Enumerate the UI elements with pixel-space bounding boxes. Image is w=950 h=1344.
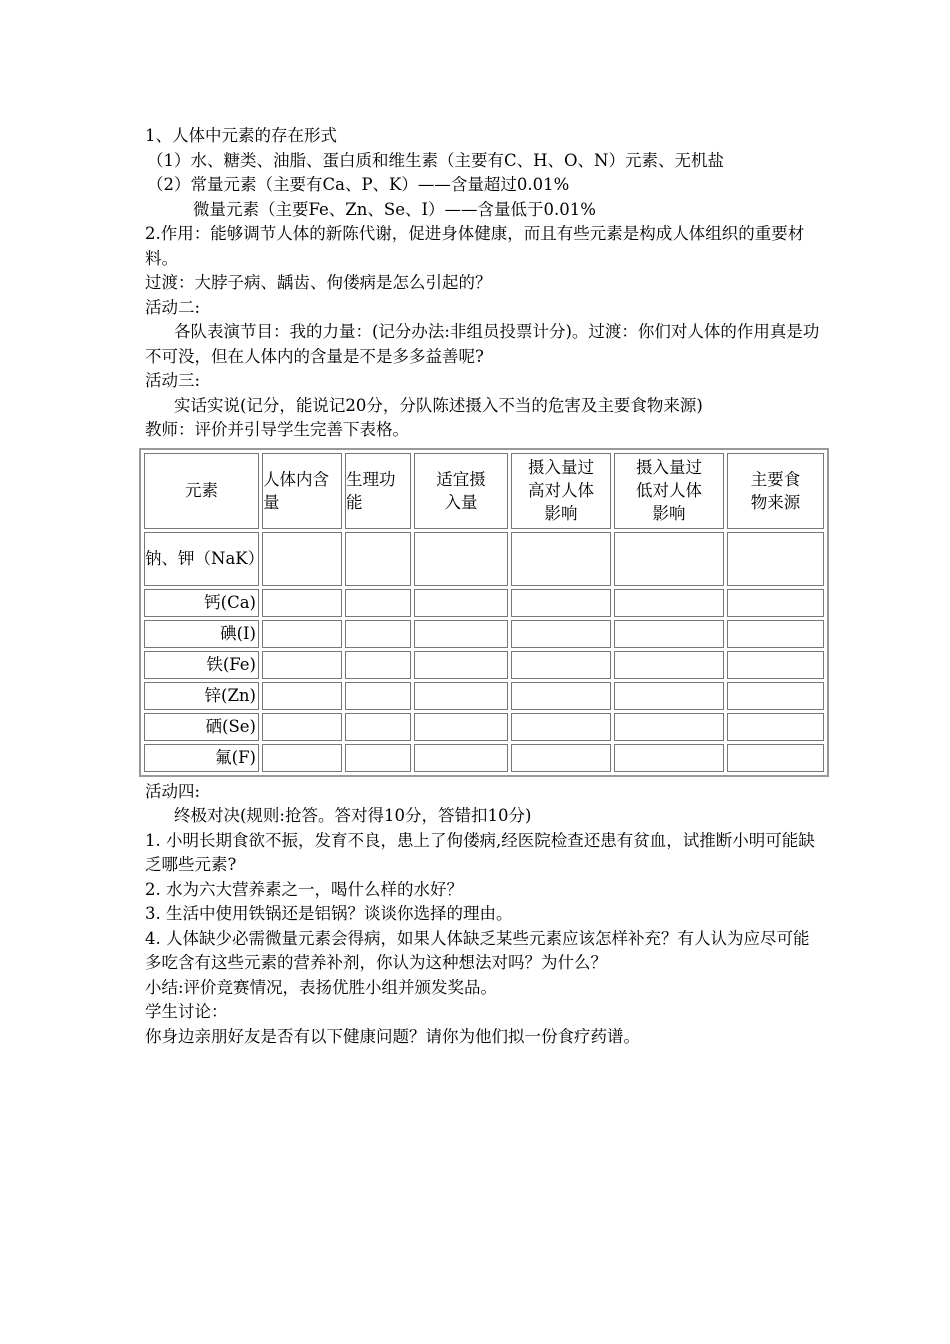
element-table bbox=[139, 448, 829, 777]
blank-cell bbox=[511, 713, 611, 741]
paragraph-activity2: 各队表演节目：我的力量：(记分办法:非组员投票计分)。过渡：你们对人体的作用真是功不可没，但在人体内的含量是不是多多益善呢? bbox=[145, 322, 820, 366]
blank-cell bbox=[262, 682, 342, 710]
blank-cell bbox=[614, 744, 724, 772]
blank-cell bbox=[414, 744, 508, 772]
table-row bbox=[144, 682, 824, 710]
blank-cell bbox=[414, 532, 508, 586]
table-row bbox=[144, 589, 824, 617]
blank-cell bbox=[345, 620, 411, 648]
blank-cell bbox=[345, 651, 411, 679]
header-text: 适宜摄入量 bbox=[436, 469, 486, 512]
question-2: 2. 水为六大营养素之一，喝什么样的水好？ bbox=[145, 879, 463, 899]
text-line: 教师：评价并引导学生完善下表格。 bbox=[145, 420, 409, 439]
element-cell: 硒(Se) bbox=[144, 713, 259, 741]
element-cell: 铁(Fe) bbox=[144, 651, 259, 679]
blank-cell bbox=[727, 532, 824, 586]
blank-cell bbox=[345, 589, 411, 617]
text-line: （1）水、糖类、油脂、蛋白质和维生素（主要有C、H、O、N）元素、无机盐 bbox=[147, 150, 724, 170]
summary-line: 小结:评价竞赛情况，表扬优胜小组并颁发奖品。 bbox=[145, 977, 498, 997]
blank-cell bbox=[511, 682, 611, 710]
blank-cell bbox=[262, 713, 342, 741]
text-line: 实话实说(记分，能说记20分，分队陈述摄入不当的危害及主要食物来源) bbox=[174, 395, 703, 415]
element-cell: 锌(Zn) bbox=[144, 682, 259, 710]
question-3: 3. 生活中使用铁锅还是铝锅？谈谈你选择的理由。 bbox=[145, 904, 513, 923]
blank-cell bbox=[345, 744, 411, 772]
blank-cell bbox=[727, 682, 824, 710]
blank-cell bbox=[511, 744, 611, 772]
blank-cell bbox=[345, 532, 411, 586]
blank-cell bbox=[511, 532, 611, 586]
question-1: 1. 小明长期食欲不振，发育不良，患上了佝偻病,经医院检查还患有贫血，试推断小明可能缺乏哪些元素? bbox=[145, 830, 815, 874]
paragraph-function: 2.作用：能够调节人体的新陈代谢，促进身体健康，而且有些元素是构成人体组织的重要材料。 bbox=[145, 224, 805, 268]
blank-cell bbox=[414, 589, 508, 617]
section-heading-1: 1、人体中元素的存在形式 bbox=[145, 126, 337, 145]
blank-cell bbox=[614, 620, 724, 648]
activity-heading: 活动四: bbox=[145, 781, 201, 801]
blank-cell bbox=[262, 620, 342, 648]
table-row bbox=[144, 744, 824, 772]
header-text: 摄入量过低对人体影响 bbox=[636, 458, 702, 523]
element-cell: 钙(Ca) bbox=[144, 589, 259, 617]
activity-heading: 活动二: bbox=[145, 297, 201, 317]
header-cell: 人体内含量 bbox=[262, 453, 342, 529]
table-row bbox=[144, 713, 824, 741]
element-cell: 钠、钾（NaK） bbox=[144, 532, 259, 586]
activity-heading: 活动三: bbox=[145, 371, 201, 390]
blank-cell bbox=[414, 651, 508, 679]
header-text: 主要食物来源 bbox=[750, 469, 801, 512]
blank-cell bbox=[262, 651, 342, 679]
blank-cell bbox=[727, 589, 824, 617]
header-cell bbox=[614, 453, 724, 529]
blank-cell bbox=[345, 713, 411, 741]
element-cell: 碘(I) bbox=[144, 620, 259, 648]
blank-cell bbox=[262, 744, 342, 772]
text-line: 终极对决(规则:抢答。答对得10分，答错扣10分) bbox=[174, 806, 532, 825]
header-cell bbox=[414, 453, 508, 529]
header-cell: 生理功能 bbox=[345, 453, 411, 529]
text-line: 微量元素（主要Fe、Zn、Se、I）——含量低于0.01% bbox=[193, 199, 596, 219]
table-row bbox=[144, 620, 824, 648]
blank-cell bbox=[614, 682, 724, 710]
blank-cell bbox=[511, 620, 611, 648]
blank-cell bbox=[262, 589, 342, 617]
blank-cell bbox=[727, 620, 824, 648]
blank-cell bbox=[727, 651, 824, 679]
blank-cell bbox=[414, 713, 508, 741]
blank-cell bbox=[511, 589, 611, 617]
blank-cell bbox=[614, 651, 724, 679]
blank-cell bbox=[614, 589, 724, 617]
document-body bbox=[145, 124, 825, 1049]
table-header-row bbox=[144, 453, 824, 529]
blank-cell bbox=[414, 620, 508, 648]
header-cell bbox=[511, 453, 611, 529]
text-line: （2）常量元素（主要有Ca、P、K）——含量超过0.01% bbox=[147, 175, 570, 194]
text-line: 过渡：大脖子病、龋齿、佝偻病是怎么引起的？ bbox=[145, 273, 492, 292]
discussion-text: 你身边亲朋好友是否有以下健康问题？请你为他们拟一份食疗药谱。 bbox=[145, 1026, 640, 1046]
element-cell: 氟(F) bbox=[144, 744, 259, 772]
blank-cell bbox=[345, 682, 411, 710]
header-text: 摄入量过高对人体影响 bbox=[528, 458, 594, 523]
blank-cell bbox=[614, 713, 724, 741]
table-row bbox=[144, 532, 824, 586]
question-4: 4. 人体缺少必需微量元素会得病，如果人体缺乏某些元素应该怎样补充？有人认为应尽可能多吃含有这些元素的营养补剂，你认为这种想法对吗？为什么？ bbox=[145, 928, 810, 972]
blank-cell bbox=[614, 532, 724, 586]
table-row bbox=[144, 651, 824, 679]
blank-cell bbox=[511, 651, 611, 679]
blank-cell bbox=[262, 532, 342, 586]
blank-cell bbox=[414, 682, 508, 710]
discussion-heading: 学生讨论： bbox=[145, 1002, 228, 1021]
blank-cell bbox=[727, 713, 824, 741]
header-cell bbox=[727, 453, 824, 529]
blank-cell bbox=[727, 744, 824, 772]
header-cell: 元素 bbox=[144, 453, 259, 529]
